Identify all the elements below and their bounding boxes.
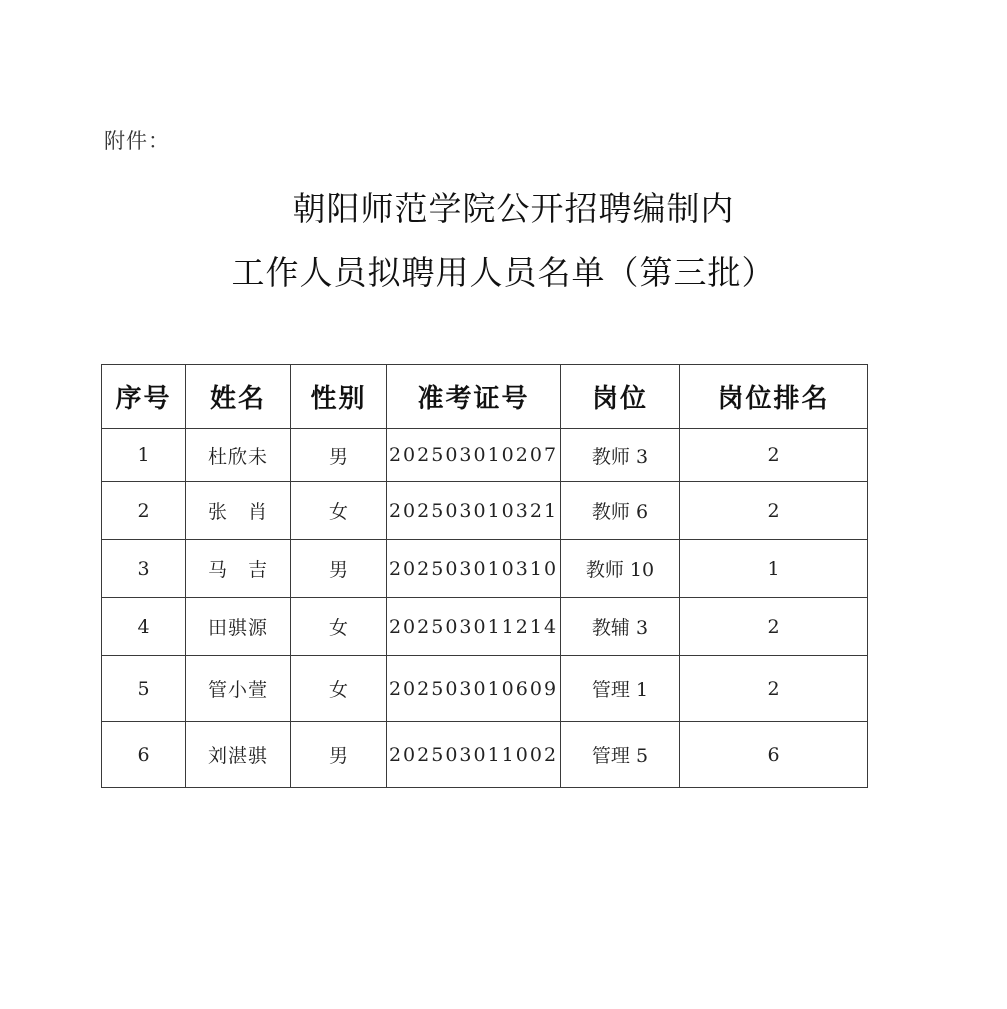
cell-position: 教师 3 [561,429,680,482]
cell-exam-number: 202503010310 [387,540,561,598]
header-exam-number: 准考证号 [387,365,561,429]
cell-serial-number: 6 [102,722,186,788]
header-position: 岗位 [561,365,680,429]
table-row [102,429,868,482]
cell-position: 教辅 3 [561,598,680,656]
header-serial-number: 序号 [102,365,186,429]
cell-exam-number: 202503011214 [387,598,561,656]
cell-position: 教师 6 [561,482,680,540]
cell-position-rank: 2 [680,482,868,540]
cell-name: 张 肖 [186,482,291,540]
cell-position-rank: 6 [680,722,868,788]
cell-serial-number: 1 [102,429,186,482]
cell-name: 马 吉 [186,540,291,598]
cell-position: 管理 5 [561,722,680,788]
table-row [102,722,868,788]
table-row [102,656,868,722]
header-name: 姓名 [186,365,291,429]
cell-position-rank: 2 [680,429,868,482]
cell-position-rank: 2 [680,656,868,722]
table-row [102,482,868,540]
cell-exam-number: 202503010321 [387,482,561,540]
cell-gender: 女 [291,656,387,722]
table-row [102,598,868,656]
cell-name: 刘湛骐 [186,722,291,788]
cell-serial-number: 5 [102,656,186,722]
hiring-roster-table [101,364,868,788]
cell-gender: 女 [291,482,387,540]
cell-exam-number: 202503010207 [387,429,561,482]
cell-gender: 女 [291,598,387,656]
cell-position-rank: 2 [680,598,868,656]
cell-serial-number: 4 [102,598,186,656]
attachment-label: 附件： [104,129,170,153]
cell-exam-number: 202503010609 [387,656,561,722]
header-gender: 性别 [291,365,387,429]
cell-exam-number: 202503011002 [387,722,561,788]
document-title-line-2: 工作人员拟聘用人员名单（第三批） [231,253,776,292]
cell-gender: 男 [291,429,387,482]
cell-gender: 男 [291,540,387,598]
table-row [102,540,868,598]
header-position-rank: 岗位排名 [680,365,868,429]
cell-name: 杜欣未 [186,429,291,482]
cell-serial-number: 2 [102,482,186,540]
cell-serial-number: 3 [102,540,186,598]
document-title-line-1: 朝阳师范学院公开招聘编制内 [292,189,735,228]
cell-gender: 男 [291,722,387,788]
cell-name: 田骐源 [186,598,291,656]
cell-position-rank: 1 [680,540,868,598]
cell-position: 管理 1 [561,656,680,722]
table-header-row [102,365,868,429]
cell-name: 管小萱 [186,656,291,722]
cell-position: 教师 10 [561,540,680,598]
